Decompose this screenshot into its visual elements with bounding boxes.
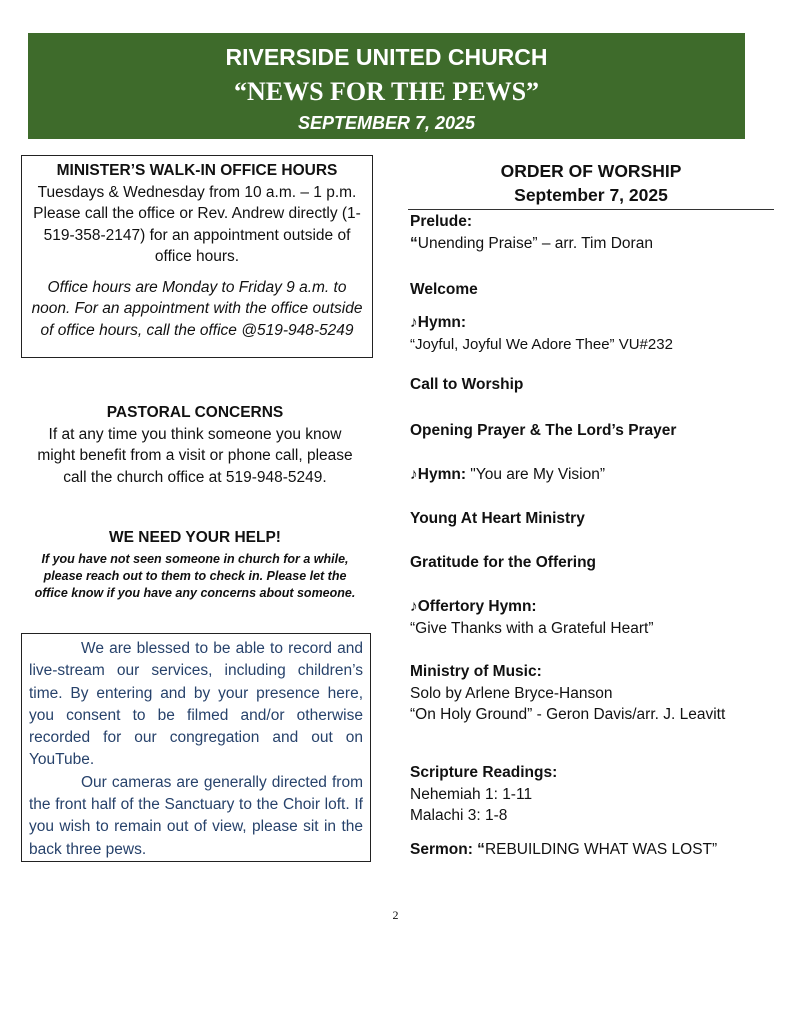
pastoral-body: If at any time you think someone you know might benefit from a visit or phone call, please call the church office at 519-948-5249. (37, 425, 353, 486)
office-hours-body: Tuesdays & Wednesday from 10 a.m. – 1 p.m. Please call the office or Rev. Andrew directly (1-519-358-2147) for an appointment outside of office hours. (33, 183, 361, 265)
offertory-hymn-item (410, 596, 770, 639)
offertory-text: “Give Thanks with a Grateful Heart” (410, 619, 654, 637)
offertory-label: ♪Offertory Hymn: (410, 598, 537, 615)
gratitude-item: Gratitude for the Offering (410, 554, 596, 571)
help-body: If you have not seen someone in church for a while, please reach out to them to check in. Please let the office know if you have any concerns about someone. (34, 552, 356, 600)
music-performer: Solo by Arlene Bryce-Hanson (410, 684, 613, 702)
page-number: 2 (392, 908, 399, 922)
hymn-1-item (410, 312, 770, 355)
call-to-worship-item: Call to Worship (410, 376, 524, 393)
young-at-heart-item: Young At Heart Ministry (410, 510, 585, 527)
office-hours-note: Office hours are Monday to Friday 9 a.m. to noon. For an appointment with the office outside of office hours, call the office @519-948-5249 (31, 278, 363, 339)
hymn-1-label: ♪Hymn: (410, 314, 466, 331)
hymn-1-text: “Joyful, Joyful We Adore Thee” VU#232 (410, 335, 673, 353)
prelude-text (410, 233, 770, 255)
newsletter-title: “NEWS FOR THE PEWS” (233, 77, 540, 106)
sermon-title: REBUILDING WHAT WAS LOST” (484, 841, 718, 858)
recording-paragraph-2: Our cameras are generally directed from the front half of the Sanctuary to the Choir loft. If you wish to remain out of view, please sit in the back three pews. (29, 773, 363, 858)
office-hours-title: MINISTER’S WALK-IN OFFICE HOURS (56, 162, 338, 179)
help-title: WE NEED YOUR HELP! (109, 529, 281, 546)
help-section (32, 527, 358, 602)
scripture-label: Scripture Readings: (410, 764, 558, 781)
prelude-item (410, 211, 770, 254)
ministry-of-music-item (410, 661, 770, 726)
church-name: RIVERSIDE UNITED CHURCH (225, 44, 548, 70)
scripture-reading-1: Nehemiah 1: 1-11 (410, 785, 533, 803)
hymn-2-label: ♪Hymn: (410, 466, 466, 483)
recording-notice-box (21, 633, 371, 862)
hymn-2-text: "You are My Vision” (465, 466, 606, 483)
scripture-item (410, 762, 770, 827)
sermon-label: Sermon: “ (410, 841, 485, 858)
welcome-item: Welcome (410, 281, 478, 298)
music-label: Ministry of Music: (410, 663, 542, 680)
prelude-open-quote: “ (410, 234, 418, 252)
prelude-label: Prelude: (410, 213, 473, 230)
scripture-reading-2: Malachi 3: 1-8 (410, 807, 508, 824)
opening-prayer-item: Opening Prayer & The Lord’s Prayer (410, 422, 677, 439)
office-hours-box (21, 155, 373, 358)
prelude-title: Unending Praise” – arr. Tim Doran (417, 234, 653, 252)
pastoral-title: PASTORAL CONCERNS (106, 404, 284, 421)
heading-divider (408, 209, 774, 210)
header-banner (28, 33, 745, 139)
hymn-2-item (410, 464, 770, 486)
sermon-item (410, 839, 740, 861)
pastoral-concerns (32, 402, 358, 488)
newsletter-date: SEPTEMBER 7, 2025 (297, 113, 476, 133)
recording-paragraph-1: We are blessed to be able to record and live-stream our services, including children’s time. By entering and by your presence here, you consent to be filmed and/or otherwise recorded for our congregation and out on YouTube. (29, 640, 363, 769)
order-of-worship-title: ORDER OF WORSHIP (500, 161, 682, 181)
order-of-worship-date: September 7, 2025 (514, 185, 668, 205)
music-song: “On Holy Ground” - Geron Davis/arr. J. Leavitt (410, 706, 726, 723)
order-of-worship-heading (408, 159, 774, 207)
